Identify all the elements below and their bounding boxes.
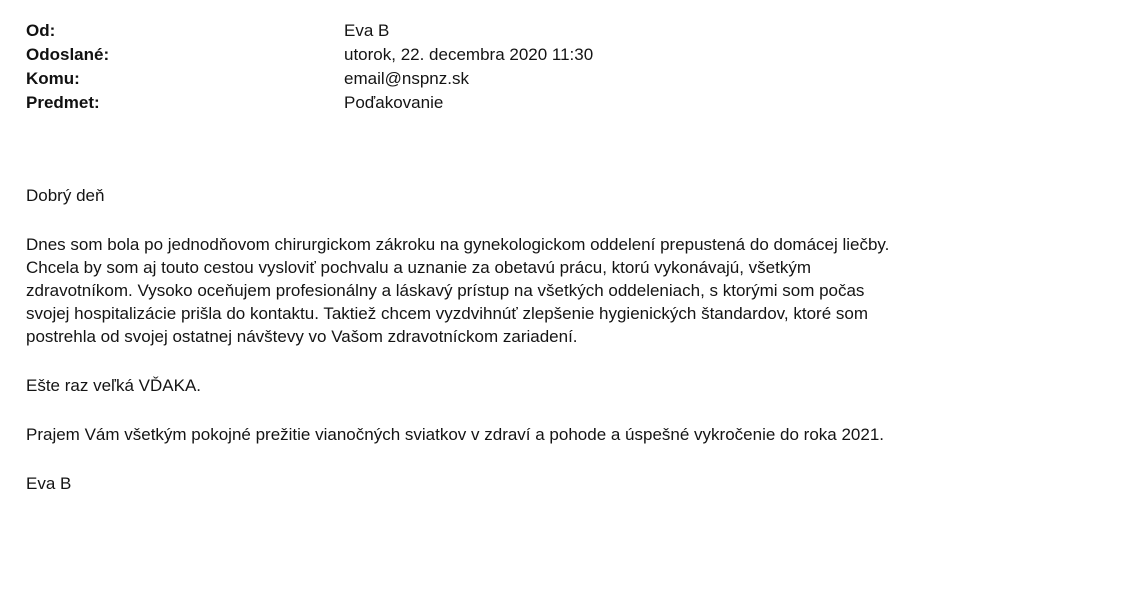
header-row-sent (26, 43, 826, 67)
subject-label: Predmet: (26, 93, 100, 112)
subject-value: Poďakovanie (344, 93, 444, 112)
paragraph-line: zdravotníkom. Vysoko oceňujem profesionálny a láskavý prístup na všetkých oddeleniach, s ktorými som počas (26, 281, 865, 300)
from-label: Od: (26, 21, 56, 40)
header-row-to (26, 67, 826, 91)
header-row-subject (26, 91, 826, 115)
greeting: Dobrý deň (26, 186, 105, 205)
signature: Eva B (26, 474, 72, 493)
header-row-from (26, 19, 826, 43)
sent-label: Odoslané: (26, 45, 110, 64)
paragraph-line: Chcela by som aj touto cestou vysloviť pochvalu a uznanie za obetavú prácu, ktorú vykonávajú, všetkým (26, 258, 812, 277)
from-value: Eva B (344, 21, 390, 40)
to-value: email@nspnz.sk (344, 69, 469, 88)
email-body (26, 184, 1111, 495)
email-header (26, 19, 826, 115)
main-paragraph (26, 233, 1111, 348)
sent-value: utorok, 22. decembra 2020 11:30 (344, 45, 594, 64)
wishes-line: Prajem Vám všetkým pokojné prežitie vianočných sviatkov v zdraví a pohode a úspešné vykročenie do roka 2021. (26, 425, 885, 444)
thanks-line: Ešte raz veľká VĎAKA. (26, 376, 202, 395)
paragraph-line: postrehla od svojej ostatnej návštevy vo Vašom zdravotníckom zariadení. (26, 327, 578, 346)
to-label: Komu: (26, 69, 80, 88)
paragraph-line: svojej hospitalizácie prišla do kontaktu. Taktiež chcem vyzdvihnúť zlepšenie hygienických štandardov, ktoré som (26, 304, 868, 323)
paragraph-line: Dnes som bola po jednodňovom chirurgickom zákroku na gynekologickom oddelení prepustená do domácej liečby. (26, 235, 890, 254)
